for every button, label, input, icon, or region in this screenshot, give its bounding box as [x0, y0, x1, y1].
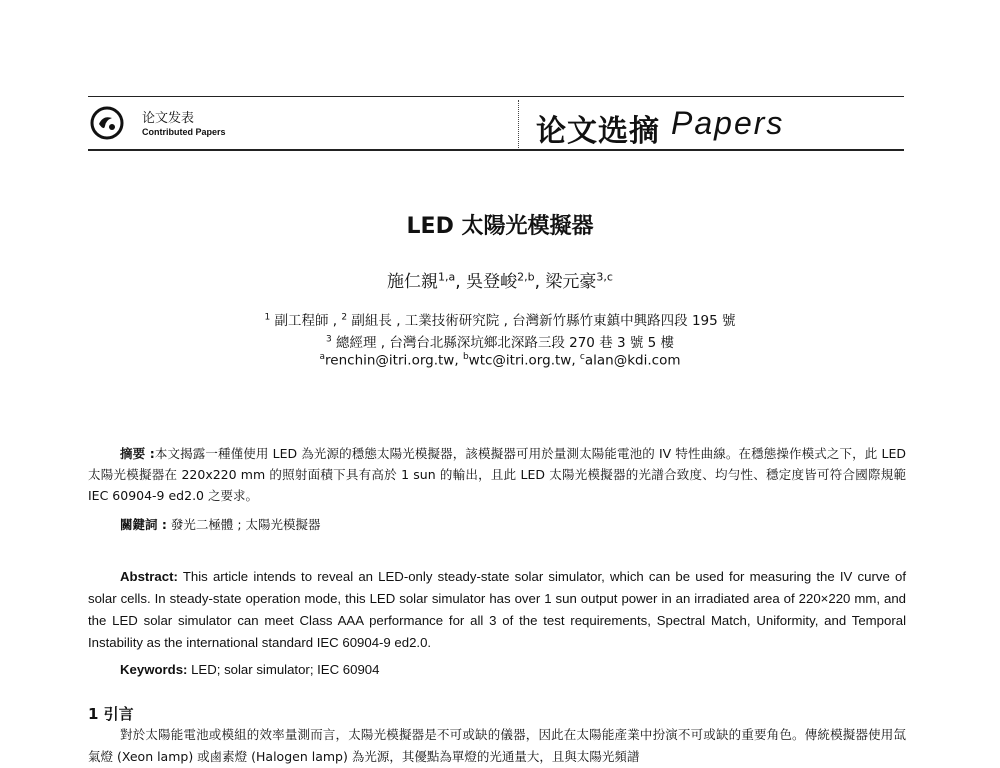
author-name: 吳登峻	[466, 272, 518, 292]
keywords-en-text: LED; solar simulator; IEC 60904	[191, 662, 380, 677]
author-list: 施仁親$^{1,a}$, 吳登峻$^{2,b}$, 梁元豪$^{3,c}$	[387, 270, 613, 292]
papers-title-en: Papers	[671, 105, 785, 141]
keywords-english	[120, 659, 938, 680]
section-heading: 1 引言	[88, 705, 134, 723]
journal-header	[88, 96, 904, 152]
header-top-rule	[88, 96, 904, 97]
section-body-text: 對於太陽能電池或模組的效率量測而言，太陽光模擬器是不可或缺的儀器，因此在太陽能產業中扮演不可或缺的重要角色。傳統模擬器使用氙氣燈 (Xeon lamp) 或鹵素燈 (Halogen lamp) 為光源，其優點為單燈的光通量大，且與太陽光頻譜	[88, 727, 906, 764]
abstract-en-text: This article intends to reveal an LED-only steady-state solar simulator, which can be used for measuring the IV curve of solar cells. In steady-state operation mode, this LED solar simulator has over 1 sun output power in an irradiated area of 220×220 mm, and the LED solar simulator can meet Class AAA performance for all 3 of the test requirements, Spectral Match, Uniformity, and Temporal Instability as the international standard IEC 60904-9 ed2.0.	[88, 569, 906, 650]
paper-title: LED 太陽光模擬器	[406, 214, 594, 239]
affil-text: 副組長 , 工業技術研究院 , 台灣新竹縣竹東鎮中興路四段 195 號	[351, 313, 736, 329]
abstract-cn-text: 本文揭露一種僅使用 LED 為光源的穩態太陽光模擬器，該模擬器可用於量測太陽能電池的 IV 特性曲線。在穩態操作模式之下，此 LED 太陽光模擬器在 220x220 mm 的照射面積下具有高於 1 sun 的輸出，且此 LED 太陽光模擬器的光譜合致度、均勻性、穩定度皆可符合國際規範 IEC 60904-9 ed2.0 之要求。	[88, 446, 906, 503]
email-address[interactable]: renchin@itri.org.tw,	[325, 352, 459, 369]
abstract-en-label: Abstract:	[120, 569, 178, 584]
email-mark: c	[579, 352, 585, 362]
abstract-english	[88, 566, 906, 654]
affiliation-line-2	[0, 331, 1000, 351]
author-affil-mark: 2,b	[517, 270, 535, 284]
abstract-cn-label: 摘要 :	[120, 446, 155, 461]
author-name: 梁元豪	[545, 272, 597, 292]
email-address[interactable]: alan@kdi.com	[584, 352, 681, 369]
papers-title-cn: 论文选摘	[536, 114, 660, 149]
affil-mark: 2	[341, 312, 348, 323]
email-mark: a	[319, 352, 326, 362]
affil-text: 副工程師 ,	[274, 313, 338, 329]
section-label-en: Contributed Papers	[142, 127, 226, 137]
affiliation-line-1	[0, 309, 1000, 329]
author-affil-mark: 1,a	[438, 270, 456, 284]
section-label-cn: 论文发表	[142, 111, 195, 126]
affil-text: 總經理 , 台灣台北縣深坑鄉北深路三段 270 巷 3 號 5 樓	[335, 335, 675, 351]
email-line	[0, 352, 1000, 369]
email-address[interactable]: wtc@itri.org.tw,	[468, 352, 576, 369]
header-bottom-rule	[88, 149, 904, 151]
abstract-chinese	[88, 443, 906, 506]
affil-mark: 3	[325, 334, 332, 345]
keywords-chinese	[120, 514, 938, 535]
author-affil-mark: 3,c	[596, 270, 613, 284]
journal-logo-icon	[90, 106, 124, 140]
keywords-cn-text: 發光二極體 ; 太陽光模擬器	[170, 517, 321, 532]
header-divider	[518, 100, 519, 148]
affil-mark: 1	[264, 312, 271, 323]
email-mark: b	[462, 352, 469, 362]
author-name: 施仁親	[387, 272, 439, 292]
keywords-cn-label: 關鍵詞 :	[120, 517, 167, 532]
keywords-en-label: Keywords:	[120, 662, 188, 677]
